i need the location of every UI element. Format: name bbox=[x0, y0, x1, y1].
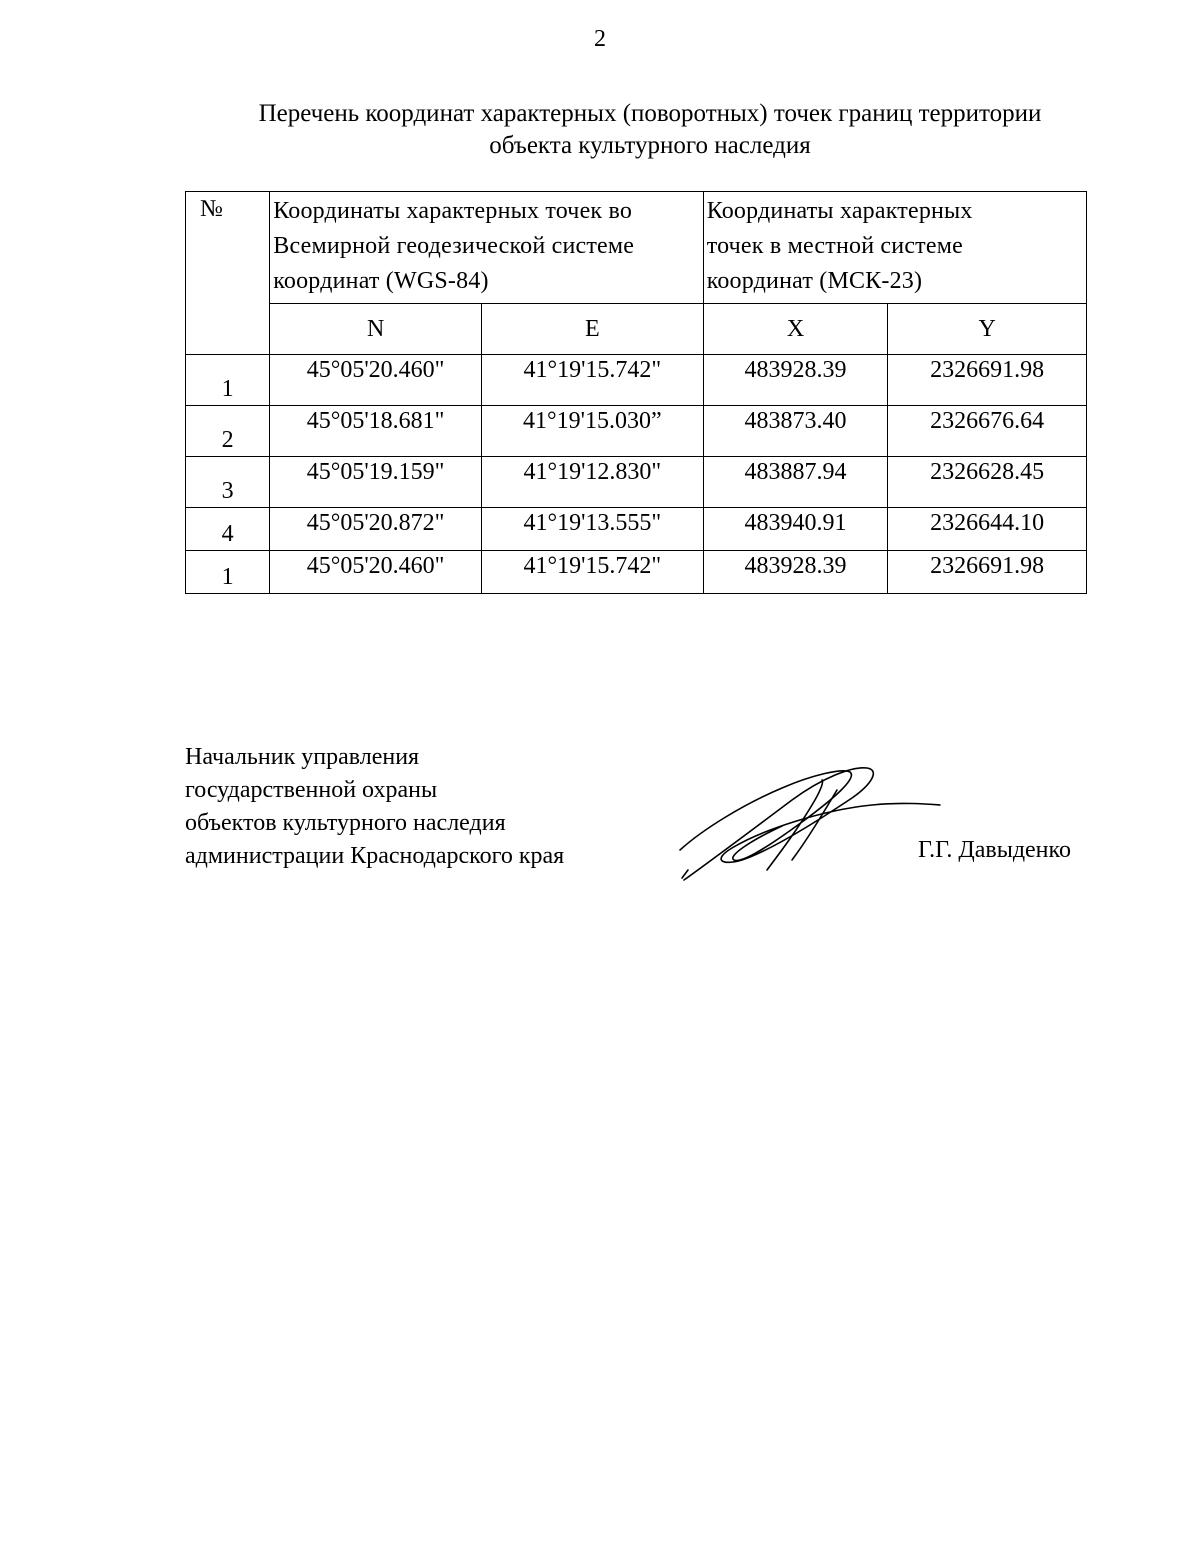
point-number: 1 bbox=[186, 355, 270, 406]
coordinate-x: 483887.94 bbox=[703, 457, 888, 508]
longitude-e: 41°19'15.030” bbox=[481, 406, 703, 457]
longitude-e: 41°19'15.742" bbox=[481, 551, 703, 594]
signer-position-line-3: объектов культурного наследия bbox=[185, 810, 506, 836]
latitude-n: 45°05'20.872" bbox=[270, 508, 482, 551]
page-number: 2 bbox=[594, 26, 606, 52]
coordinates-table bbox=[185, 191, 1087, 594]
axis-header-row bbox=[186, 304, 1087, 355]
point-number: 4 bbox=[186, 508, 270, 551]
msk23-header-line-3: координат (МСК-23) bbox=[706, 268, 923, 294]
signer-position bbox=[185, 741, 564, 873]
coordinate-x: 483928.39 bbox=[703, 551, 888, 594]
coordinate-y: 2326644.10 bbox=[888, 508, 1087, 551]
msk23-column-group-header bbox=[703, 192, 1086, 304]
latitude-n: 45°05'18.681" bbox=[270, 406, 482, 457]
point-number: 2 bbox=[186, 406, 270, 457]
table-row bbox=[186, 406, 1087, 457]
latitude-n: 45°05'20.460" bbox=[270, 551, 482, 594]
coordinate-y: 2326691.98 bbox=[888, 355, 1087, 406]
longitude-e: 41°19'12.830" bbox=[481, 457, 703, 508]
longitude-e: 41°19'13.555" bbox=[481, 508, 703, 551]
signer-name: Г.Г. Давыденко bbox=[918, 837, 1071, 863]
longitude-e: 41°19'15.742" bbox=[481, 355, 703, 406]
axis-header-n: N bbox=[270, 304, 482, 355]
msk23-header-line-1: Координаты характерных bbox=[706, 198, 973, 224]
table-header-row bbox=[186, 192, 1087, 304]
wgs84-header-line-1: Координаты характерных точек во bbox=[273, 198, 633, 224]
document-title bbox=[150, 98, 1150, 162]
table-row bbox=[186, 551, 1087, 594]
axis-header-e: E bbox=[481, 304, 703, 355]
coordinate-y: 2326691.98 bbox=[888, 551, 1087, 594]
signer-position-line-4: администрации Краснодарского края bbox=[185, 843, 565, 869]
coordinate-y: 2326628.45 bbox=[888, 457, 1087, 508]
coordinate-x: 483928.39 bbox=[703, 355, 888, 406]
table-row bbox=[186, 508, 1087, 551]
signer-position-line-2: государственной охраны bbox=[185, 777, 438, 803]
wgs84-header-line-3: координат (WGS-84) bbox=[273, 268, 489, 294]
table-row bbox=[186, 355, 1087, 406]
wgs84-header-line-2: Всемирной геодезической системе bbox=[273, 233, 635, 259]
axis-header-y: Y bbox=[888, 304, 1087, 355]
wgs84-column-group-header bbox=[270, 192, 703, 304]
handwritten-signature bbox=[672, 760, 942, 890]
coordinate-x: 483940.91 bbox=[703, 508, 888, 551]
msk23-header-line-2: точек в местной системе bbox=[706, 233, 963, 259]
point-number: 3 bbox=[186, 457, 270, 508]
document-title-line-2: объекта культурного наследия bbox=[489, 132, 811, 159]
axis-header-x: X bbox=[703, 304, 888, 355]
latitude-n: 45°05'20.460" bbox=[270, 355, 482, 406]
coordinate-x: 483873.40 bbox=[703, 406, 888, 457]
table-row bbox=[186, 457, 1087, 508]
coordinate-y: 2326676.64 bbox=[888, 406, 1087, 457]
point-number: 1 bbox=[186, 551, 270, 594]
document-title-line-1: Перечень координат характерных (поворотных) точек границ территории bbox=[258, 100, 1042, 127]
latitude-n: 45°05'19.159" bbox=[270, 457, 482, 508]
number-column-header: № bbox=[186, 192, 270, 355]
signer-position-line-1: Начальник управления bbox=[185, 744, 420, 770]
